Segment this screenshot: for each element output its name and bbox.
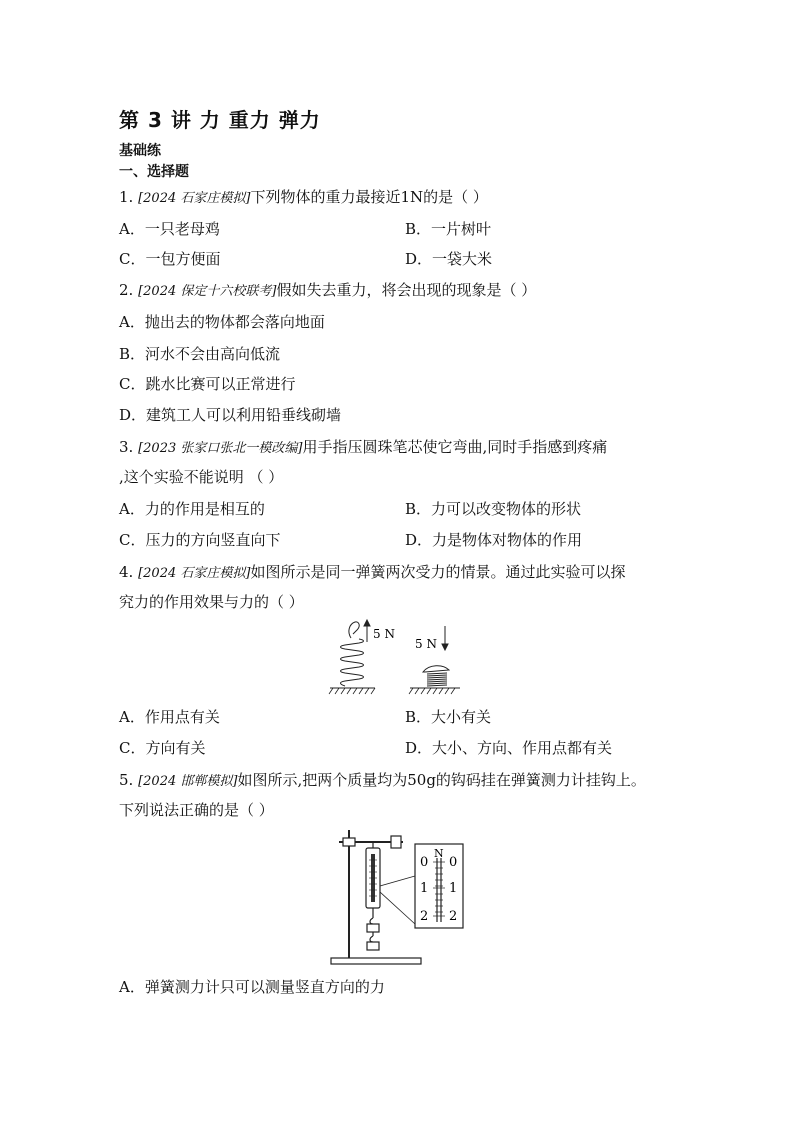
question-stem: 如图所示,把两个质量均为50g的钩码挂在弹簧测力计挂钩上。: [237, 771, 646, 789]
question-4-stem-continued: 究力的作用效果与力的（ ）: [119, 593, 304, 611]
question-source: [2024 保定十六校联考]: [138, 284, 277, 299]
stand-base: [331, 958, 421, 964]
scale-unit-label: N: [434, 847, 444, 860]
down-arrow-icon: [442, 626, 448, 650]
question-number: 2.: [119, 281, 134, 299]
option-c[interactable]: C．压力的方向竖直向下: [119, 531, 281, 549]
option-a[interactable]: A．一只老母鸡: [119, 220, 220, 238]
question-3-stem-continued: ,这个实验不能说明 （ ）: [119, 468, 284, 486]
up-arrow-icon: [364, 620, 370, 642]
option-b[interactable]: B．河水不会由高向低流: [119, 345, 281, 363]
option-d[interactable]: D．建筑工人可以利用铅垂线砌墙: [119, 406, 342, 424]
hook-weight-1: [367, 924, 379, 932]
spring-scale-figure: [325, 826, 475, 968]
option-c[interactable]: C．方向有关: [119, 739, 206, 757]
scale-tick-1-left: 1: [420, 881, 429, 896]
question-source: [2024 邯郸模拟]: [138, 774, 238, 789]
option-d[interactable]: D．力是物体对物体的作用: [405, 531, 583, 549]
scale-tick-1-right: 1: [449, 881, 458, 896]
question-source: [2024 石家庄模拟]: [138, 191, 251, 206]
question-5: [119, 769, 646, 790]
hook-weight-2: [367, 942, 379, 950]
question-stem: 假如失去重力，将会出现的现象是（ ）: [276, 281, 537, 299]
option-a[interactable]: A．弹簧测力计只可以测量竖直方向的力: [119, 978, 385, 996]
question-number: 3.: [119, 438, 134, 456]
question-number: 5.: [119, 771, 134, 789]
question-stem: 用手指压圆珠笔芯使它弯曲,同时手指感到疼痛: [302, 438, 608, 456]
spring-figure: [325, 618, 465, 698]
section-choice: 一、选择题: [119, 164, 189, 180]
question-4: [119, 561, 625, 582]
question-source: [2024 石家庄模拟]: [138, 566, 251, 581]
compressed-spring: [409, 666, 460, 694]
option-b[interactable]: B．大小有关: [405, 708, 492, 726]
question-2: [119, 279, 536, 300]
option-b[interactable]: B．力可以改变物体的形状: [405, 500, 582, 518]
option-a[interactable]: A．抛出去的物体都会落向地面: [119, 313, 325, 331]
scale-tick-0-right: 0: [449, 855, 458, 870]
option-d[interactable]: D．大小、方向、作用点都有关: [405, 739, 613, 757]
question-5-stem-continued: 下列说法正确的是（ ）: [119, 801, 274, 819]
option-a[interactable]: A．力的作用是相互的: [119, 500, 265, 518]
question-number: 4.: [119, 563, 134, 581]
force-label-right: 5 N: [415, 637, 437, 651]
option-d[interactable]: D．一袋大米: [405, 250, 493, 268]
scale-tick-2-right: 2: [449, 909, 458, 924]
option-c[interactable]: C．一包方便面: [119, 250, 221, 268]
section-basic: 基础练: [119, 143, 161, 159]
option-b[interactable]: B．一片树叶: [405, 220, 492, 238]
scale-tick-0-left: 0: [420, 855, 429, 870]
question-1: [119, 186, 488, 207]
page-title: 第 3 讲 力 重力 弹力: [119, 108, 321, 132]
stretched-spring: [329, 622, 375, 694]
scale-tick-2-left: 2: [420, 909, 429, 924]
option-c[interactable]: C．跳水比赛可以正常进行: [119, 375, 296, 393]
question-3: [119, 436, 607, 457]
question-stem: 下列物体的重力最接近1N的是（ ）: [250, 188, 488, 206]
question-number: 1.: [119, 188, 134, 206]
question-stem: 如图所示是同一弹簧两次受力的情景。通过此实验可以探: [250, 563, 626, 581]
question-source: [2023 张家口张北一模改编]: [138, 441, 303, 456]
force-label-left: 5 N: [373, 627, 395, 641]
option-a[interactable]: A．作用点有关: [119, 708, 220, 726]
